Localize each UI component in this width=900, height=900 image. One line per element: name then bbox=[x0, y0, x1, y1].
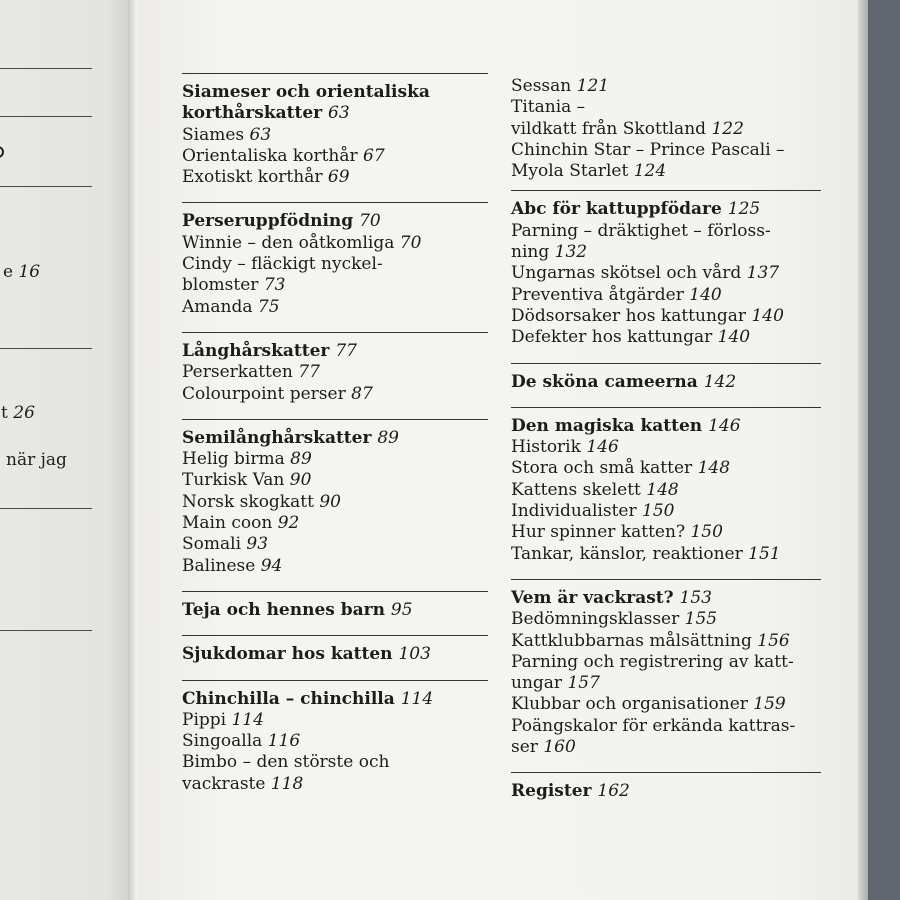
entry-page-number: 92 bbox=[277, 513, 300, 534]
toc-section bbox=[182, 635, 488, 665]
entry-page-number: 157 bbox=[567, 673, 600, 694]
section-rule bbox=[182, 680, 488, 681]
entry-line bbox=[182, 233, 488, 254]
entry-text: Preventiva åtgärder bbox=[511, 284, 684, 305]
toc-entry bbox=[511, 631, 821, 652]
section-title-text: korthårskatter bbox=[182, 103, 323, 124]
section-title-page-number: 89 bbox=[377, 427, 399, 448]
toc-entry bbox=[182, 125, 488, 146]
entry-page-number: 89 bbox=[290, 449, 312, 470]
entry-page-number: 156 bbox=[757, 630, 790, 651]
entry-page-number: 159 bbox=[753, 694, 786, 715]
entry-text: Balinese bbox=[182, 555, 256, 576]
entry-text: Parning och registrering av katt- bbox=[511, 651, 794, 672]
entry-page-number: 90 bbox=[319, 491, 341, 512]
section-rule bbox=[182, 332, 488, 333]
entry-text: Amanda bbox=[182, 296, 253, 317]
toc-section bbox=[511, 407, 821, 565]
entry-line bbox=[511, 285, 821, 306]
section-title-text: Perseruppfödning bbox=[182, 211, 354, 232]
toc-section bbox=[511, 190, 821, 348]
section-title-page-number: 125 bbox=[727, 199, 761, 220]
section-title-line bbox=[182, 103, 488, 124]
section-title-page-number: 153 bbox=[679, 587, 712, 608]
entry-page-number: 151 bbox=[748, 543, 781, 564]
section-title-line bbox=[511, 588, 821, 609]
toc-section bbox=[511, 579, 821, 758]
entry-text: Helig birma bbox=[182, 449, 285, 470]
entry-text: Stora och små katter bbox=[511, 458, 693, 479]
section-rule bbox=[511, 772, 821, 773]
entry-line bbox=[511, 140, 821, 161]
fragment-page: 16 bbox=[18, 262, 41, 282]
entry-page-number: 121 bbox=[576, 76, 610, 96]
entry-line bbox=[182, 146, 488, 167]
entry-page-number: 67 bbox=[363, 145, 385, 166]
toc-entry bbox=[511, 458, 821, 479]
toc-entry bbox=[182, 384, 488, 405]
toc-column-2 bbox=[511, 76, 821, 803]
section-title-text: Abc för kattuppfödare bbox=[511, 199, 722, 220]
section-title-page-number: 146 bbox=[708, 415, 741, 436]
entry-text: Norsk skogkatt bbox=[182, 491, 314, 512]
toc-section bbox=[182, 591, 488, 621]
entry-text: Dödsorsaker hos kattungar bbox=[511, 305, 747, 326]
toc-entry bbox=[511, 327, 821, 348]
entry-page-number: 132 bbox=[554, 242, 588, 263]
section-rule bbox=[511, 363, 821, 364]
entry-line bbox=[511, 76, 821, 97]
toc-section bbox=[182, 419, 488, 577]
section-title-text: Sjukdomar hos katten bbox=[182, 644, 393, 665]
entry-text: ser bbox=[511, 737, 538, 758]
entry-line bbox=[511, 161, 821, 182]
entry-text: Myola Starlet bbox=[511, 161, 629, 182]
section-title-line bbox=[511, 372, 821, 393]
entry-text: ning bbox=[511, 242, 550, 263]
section-title-line bbox=[511, 781, 821, 802]
entry-page-number: 87 bbox=[351, 383, 373, 404]
entry-text: Hur spinner katten? bbox=[511, 522, 686, 543]
entry-line bbox=[182, 470, 488, 491]
entry-text: Main coon bbox=[182, 513, 273, 534]
entry-text: Klubbar och organisationer bbox=[511, 694, 748, 715]
entry-line bbox=[182, 384, 488, 405]
entry-line bbox=[511, 737, 821, 758]
toc-entry bbox=[511, 97, 821, 140]
entry-text: Colourpoint perser bbox=[182, 383, 346, 404]
section-title-page-number: 103 bbox=[398, 644, 431, 665]
toc-section bbox=[511, 363, 821, 393]
entry-text: Orientaliska korthår bbox=[182, 145, 358, 166]
entry-text: Historik bbox=[511, 437, 581, 458]
entry-line bbox=[182, 167, 488, 188]
section-title-text: Teja och hennes barn bbox=[182, 599, 385, 620]
entry-text: Kattens skelett bbox=[511, 479, 641, 500]
entry-text: vackraste bbox=[182, 773, 266, 794]
section-title-text: Chinchilla – chinchilla bbox=[182, 688, 395, 709]
section-rule bbox=[182, 419, 488, 420]
toc-entry bbox=[182, 752, 488, 795]
entry-page-number: 155 bbox=[684, 609, 718, 630]
entry-page-number: 150 bbox=[642, 501, 675, 522]
section-rule bbox=[511, 407, 821, 408]
entry-text: Poängskalor för erkända kattras- bbox=[511, 715, 796, 736]
toc-entry bbox=[182, 710, 488, 731]
toc-entry bbox=[182, 513, 488, 534]
page-edge bbox=[858, 0, 868, 900]
entry-text: Titania – bbox=[511, 97, 586, 118]
section-title-page-number: 114 bbox=[400, 688, 434, 709]
entry-line bbox=[182, 513, 488, 534]
entry-line bbox=[511, 480, 821, 501]
entry-page-number: 114 bbox=[231, 709, 264, 730]
toc-continuation bbox=[511, 76, 821, 182]
entry-line bbox=[182, 731, 488, 752]
section-title-line bbox=[182, 600, 488, 621]
section-title-line bbox=[182, 644, 488, 665]
entry-page-number: 150 bbox=[690, 522, 723, 543]
toc-section bbox=[182, 73, 488, 188]
entry-text: ungar bbox=[511, 673, 563, 694]
toc-entry bbox=[182, 731, 488, 752]
section-title-line bbox=[182, 211, 488, 232]
toc-entry bbox=[511, 501, 821, 522]
section-rule bbox=[182, 635, 488, 636]
section-title-text: Vem är vackrast? bbox=[511, 587, 674, 608]
section-rule bbox=[182, 202, 488, 203]
entry-line bbox=[511, 544, 821, 565]
entry-page-number: 75 bbox=[257, 296, 280, 317]
section-title-page-number: 77 bbox=[335, 340, 357, 361]
entry-line bbox=[182, 297, 488, 318]
entry-line bbox=[511, 458, 821, 479]
entry-page-number: 124 bbox=[633, 161, 667, 182]
left-page-fragment-mark bbox=[0, 146, 4, 158]
entry-text: Kattklubbarnas målsättning bbox=[511, 630, 752, 651]
toc-entry bbox=[182, 470, 488, 491]
entry-text: Cindy – fläckigt nyckel- bbox=[182, 254, 383, 275]
toc-entry bbox=[182, 534, 488, 555]
toc-entry bbox=[511, 221, 821, 264]
entry-page-number: 118 bbox=[270, 773, 304, 794]
entry-text: Defekter hos kattungar bbox=[511, 327, 713, 348]
section-title-line bbox=[511, 199, 821, 220]
entry-page-number: 148 bbox=[697, 458, 731, 479]
toc-entry bbox=[511, 716, 821, 759]
entry-page-number: 73 bbox=[263, 275, 286, 296]
toc-entry bbox=[511, 306, 821, 327]
rule bbox=[0, 508, 92, 509]
toc-entry bbox=[511, 140, 821, 183]
entry-line bbox=[511, 652, 821, 673]
toc-section bbox=[182, 332, 488, 405]
entry-line bbox=[182, 556, 488, 577]
toc-entry bbox=[511, 263, 821, 284]
toc-entry bbox=[511, 652, 821, 695]
entry-page-number: 122 bbox=[711, 118, 744, 139]
entry-line bbox=[182, 275, 488, 296]
toc-section bbox=[182, 680, 488, 795]
entry-text: blomster bbox=[182, 275, 259, 296]
section-title-line bbox=[182, 428, 488, 449]
section-rule bbox=[511, 190, 821, 191]
entry-line bbox=[182, 254, 488, 275]
entry-text: vildkatt från Skottland bbox=[511, 118, 707, 139]
toc-entry bbox=[511, 694, 821, 715]
toc-entry bbox=[182, 362, 488, 383]
entry-page-number: 140 bbox=[717, 327, 751, 348]
entry-line bbox=[511, 306, 821, 327]
entry-page-number: 90 bbox=[289, 470, 312, 491]
entry-text: Siames bbox=[182, 124, 245, 145]
entry-text: Bedömningsklasser bbox=[511, 609, 680, 630]
toc-entry bbox=[511, 76, 821, 97]
section-title-text: Siameser och orientaliska bbox=[182, 82, 430, 102]
toc-entry bbox=[511, 609, 821, 630]
entry-line bbox=[182, 125, 488, 146]
entry-line bbox=[511, 97, 821, 118]
rule bbox=[0, 116, 92, 117]
entry-line bbox=[511, 221, 821, 242]
entry-page-number: 77 bbox=[298, 362, 320, 383]
entry-text: Bimbo – den störste och bbox=[182, 752, 390, 773]
left-page-fragment bbox=[3, 262, 40, 282]
entry-line bbox=[511, 673, 821, 694]
entry-line bbox=[182, 362, 488, 383]
entry-line bbox=[511, 119, 821, 140]
section-title-line bbox=[511, 416, 821, 437]
section-title-text: Semilånghårskatter bbox=[182, 427, 372, 448]
toc-section bbox=[182, 202, 488, 317]
section-rule bbox=[182, 73, 488, 74]
entry-page-number: 94 bbox=[260, 555, 283, 576]
entry-page-number: 70 bbox=[399, 232, 422, 253]
entry-line bbox=[182, 449, 488, 470]
entry-line bbox=[511, 242, 821, 263]
entry-page-number: 160 bbox=[543, 737, 576, 758]
entry-line bbox=[511, 501, 821, 522]
toc-entry bbox=[182, 233, 488, 254]
toc-entry bbox=[182, 449, 488, 470]
fragment-text: e bbox=[3, 262, 14, 282]
entry-line bbox=[511, 437, 821, 458]
fragment-text: t bbox=[1, 403, 8, 423]
entry-text: Perserkatten bbox=[182, 362, 293, 383]
entry-line bbox=[511, 263, 821, 284]
entry-text: Winnie – den oåtkomliga bbox=[182, 232, 395, 253]
entry-text: Somali bbox=[182, 534, 242, 555]
entry-text: Chinchin Star – Prince Pascali – bbox=[511, 139, 785, 160]
section-title-line bbox=[182, 341, 488, 362]
entry-line bbox=[182, 752, 488, 773]
entry-text: Exotiskt korthår bbox=[182, 167, 323, 188]
entry-page-number: 93 bbox=[246, 534, 269, 555]
fragment-page: 26 bbox=[13, 403, 35, 423]
fragment-text: när jag bbox=[6, 450, 67, 470]
toc-entry bbox=[182, 146, 488, 167]
entry-line bbox=[511, 327, 821, 348]
entry-page-number: 116 bbox=[267, 731, 301, 752]
toc-entry bbox=[182, 254, 488, 297]
section-title-text: Långhårskatter bbox=[182, 340, 330, 361]
entry-text: Parning – dräktighet – förloss- bbox=[511, 220, 771, 241]
section-title-page-number: 162 bbox=[597, 781, 630, 802]
toc-entry bbox=[511, 285, 821, 306]
section-rule bbox=[511, 579, 821, 580]
toc-entry bbox=[511, 544, 821, 565]
toc-entry bbox=[511, 437, 821, 458]
entry-line bbox=[182, 492, 488, 513]
entry-line bbox=[182, 774, 488, 795]
section-title-line bbox=[182, 82, 488, 103]
entry-page-number: 137 bbox=[746, 263, 780, 284]
toc-column-1 bbox=[182, 73, 488, 795]
section-title-page-number: 63 bbox=[328, 103, 350, 124]
entry-text: Sessan bbox=[511, 76, 572, 96]
entry-page-number: 69 bbox=[327, 167, 350, 188]
entry-text: Pippi bbox=[182, 709, 227, 730]
toc-entry bbox=[511, 480, 821, 501]
section-title-page-number: 95 bbox=[390, 599, 413, 620]
rule bbox=[0, 186, 92, 187]
section-title-page-number: 70 bbox=[359, 211, 381, 232]
toc-section bbox=[511, 772, 821, 802]
entry-line bbox=[511, 522, 821, 543]
section-title-line bbox=[182, 689, 488, 710]
entry-text: Turkisk Van bbox=[182, 470, 285, 491]
entry-page-number: 146 bbox=[586, 437, 619, 458]
entry-line bbox=[182, 710, 488, 731]
entry-line bbox=[511, 631, 821, 652]
entry-page-number: 140 bbox=[751, 305, 784, 326]
entry-text: Individualister bbox=[511, 501, 637, 522]
left-page-fragment bbox=[1, 403, 35, 423]
toc-entry bbox=[511, 522, 821, 543]
entry-page-number: 148 bbox=[646, 479, 679, 500]
toc-entry bbox=[182, 492, 488, 513]
toc-entry bbox=[182, 297, 488, 318]
entry-line bbox=[511, 716, 821, 737]
rule bbox=[0, 348, 92, 349]
toc-entry bbox=[182, 167, 488, 188]
left-page-fragment bbox=[6, 450, 67, 470]
rule bbox=[0, 630, 92, 631]
rule bbox=[0, 68, 92, 69]
toc-entry bbox=[182, 556, 488, 577]
entry-line bbox=[511, 609, 821, 630]
entry-page-number: 140 bbox=[689, 284, 722, 305]
section-title-text: Register bbox=[511, 781, 592, 802]
section-title-page-number: 142 bbox=[703, 371, 737, 392]
entry-text: Singoalla bbox=[182, 731, 263, 752]
section-title-text: De sköna cameerna bbox=[511, 371, 698, 392]
entry-line bbox=[182, 534, 488, 555]
section-rule bbox=[182, 591, 488, 592]
entry-line bbox=[511, 694, 821, 715]
left-page bbox=[0, 0, 133, 900]
section-title-text: Den magiska katten bbox=[511, 415, 703, 436]
entry-page-number: 63 bbox=[249, 124, 272, 145]
entry-text: Ungarnas skötsel och vård bbox=[511, 263, 742, 284]
entry-text: Tankar, känslor, reaktioner bbox=[511, 543, 743, 564]
